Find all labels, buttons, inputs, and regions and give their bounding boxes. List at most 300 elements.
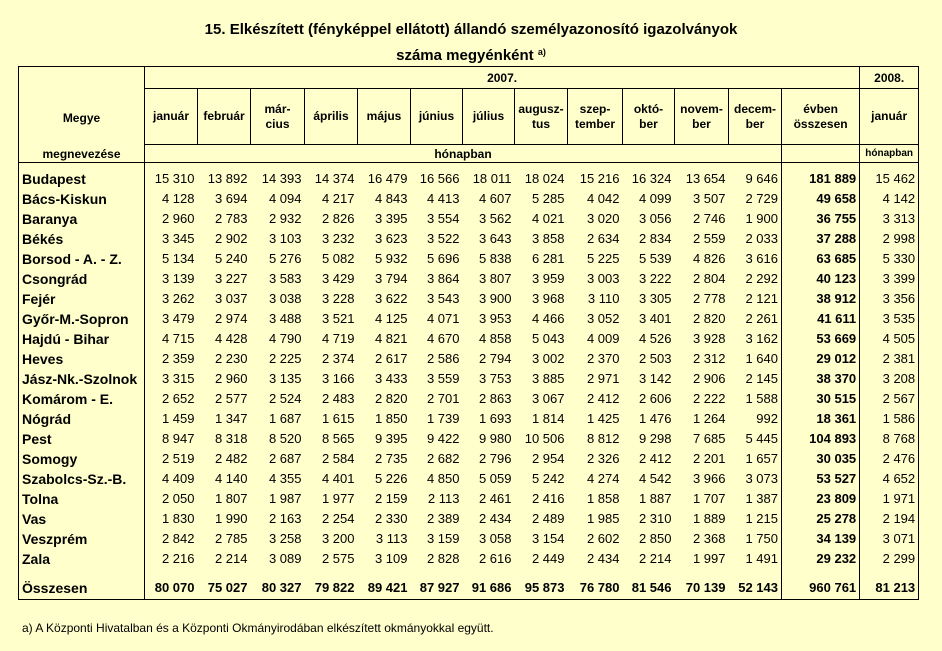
month-value: 5 134 — [161, 251, 195, 266]
jan-2008-value: 3 535 — [860, 309, 919, 329]
month-value: 1 887 — [638, 491, 672, 506]
month-value: 2 326 — [586, 451, 620, 466]
county-name: Csongrád — [19, 269, 145, 289]
jan-2008-value: 2 299 — [860, 549, 919, 569]
month-value: 2 960 — [161, 211, 195, 226]
table-row — [19, 329, 919, 349]
month-value: 3 038 — [268, 291, 302, 306]
table-title — [0, 18, 942, 67]
month-value: 1 425 — [586, 411, 620, 426]
month-value: 3 002 — [531, 351, 565, 366]
table-row — [19, 209, 919, 229]
month-value: 4 790 — [268, 331, 302, 346]
spacer-cell — [19, 569, 145, 577]
month-value: 3 135 — [268, 371, 302, 386]
month-value: 80 327 — [251, 577, 305, 600]
county-name: Heves — [19, 349, 145, 369]
header-evben-osszesen — [782, 89, 860, 145]
month-value: 1 739 — [426, 411, 460, 426]
month-value: 2 050 — [161, 491, 195, 506]
header-month-line: január — [152, 109, 189, 123]
month-value: 9 646 — [729, 169, 782, 189]
month-value: 2 834 — [638, 231, 672, 246]
month-value: 2 524 — [268, 391, 302, 406]
month-value: 1 807 — [214, 491, 248, 506]
month-value: 52 143 — [729, 577, 782, 600]
month-value: 5 240 — [214, 251, 248, 266]
month-value: 1 387 — [729, 489, 782, 509]
month-value: 13 892 — [207, 171, 248, 186]
year-total-value: 53 527 — [782, 469, 860, 489]
month-value: 3 110 — [587, 291, 620, 306]
spacer-cell — [515, 569, 568, 577]
month-value: 3 562 — [478, 211, 512, 226]
month-value: 2 292 — [729, 269, 782, 289]
month-value: 3 794 — [374, 271, 408, 286]
year-total-value: 63 685 — [782, 249, 860, 269]
month-value: 89 421 — [358, 577, 411, 600]
month-value: 4 821 — [374, 331, 408, 346]
header-honapban: hónapban — [145, 145, 782, 163]
county-name: Összesen — [19, 577, 145, 600]
month-value: 3 103 — [268, 231, 302, 246]
month-value: 4 409 — [161, 471, 195, 486]
table-row — [19, 349, 919, 369]
month-value: 3 616 — [729, 249, 782, 269]
month-value: 4 526 — [638, 331, 672, 346]
month-value: 81 546 — [623, 577, 675, 600]
header-year-2007: 2007. — [145, 67, 860, 89]
month-value: 2 214 — [638, 551, 672, 566]
month-value: 1 693 — [478, 411, 512, 426]
month-value: 2 785 — [214, 531, 248, 546]
month-value: 2 434 — [586, 551, 620, 566]
month-value: 2 932 — [268, 211, 302, 226]
month-value: 2 434 — [478, 511, 512, 526]
month-value: 2 230 — [214, 351, 248, 366]
month-value: 5 932 — [374, 251, 408, 266]
header-month-line: szep- — [579, 101, 611, 116]
month-value: 1 640 — [729, 349, 782, 369]
year-total-value: 38 912 — [782, 289, 860, 309]
month-value: 3 968 — [531, 291, 565, 306]
month-value: 3 622 — [374, 291, 408, 306]
jan-2008-value: 3 071 — [860, 529, 919, 549]
spacer-row — [19, 569, 919, 577]
jan-2008-value: 4 142 — [860, 189, 919, 209]
year-total-value: 30 515 — [782, 389, 860, 409]
header-month — [675, 89, 729, 145]
month-value: 1 588 — [729, 389, 782, 409]
month-value: 2 575 — [321, 551, 355, 566]
month-value: 2 370 — [586, 351, 620, 366]
spacer-cell — [463, 569, 515, 577]
jan-2008-value: 1 971 — [860, 489, 919, 509]
table-row — [19, 229, 919, 249]
header-month-line: decem- — [733, 101, 777, 116]
month-value: 5 226 — [374, 471, 408, 486]
header-month-line: április — [313, 109, 349, 123]
month-value: 5 838 — [478, 251, 512, 266]
month-value: 4 009 — [586, 331, 620, 346]
month-value: 2 783 — [214, 211, 248, 226]
month-value: 10 506 — [524, 431, 565, 446]
header-month — [515, 89, 568, 145]
month-value: 2 312 — [692, 351, 726, 366]
month-value: 1 459 — [161, 411, 195, 426]
month-value: 1 850 — [374, 411, 408, 426]
county-name: Budapest — [19, 169, 145, 189]
month-value: 2 145 — [729, 369, 782, 389]
county-name: Pest — [19, 429, 145, 449]
month-value: 3 020 — [586, 211, 620, 226]
month-value: 3 507 — [692, 191, 726, 206]
year-total-value: 49 658 — [782, 189, 860, 209]
header-month — [729, 89, 782, 145]
month-value: 2 804 — [692, 271, 726, 286]
month-value: 2 729 — [729, 189, 782, 209]
county-name: Komárom - E. — [19, 389, 145, 409]
month-value: 3 479 — [161, 311, 195, 326]
month-value: 2 584 — [321, 451, 355, 466]
table-row — [19, 549, 919, 569]
month-value: 1 900 — [729, 209, 782, 229]
month-value: 16 324 — [631, 171, 672, 186]
header-jan-2008: január — [860, 89, 919, 145]
month-value: 3 162 — [729, 329, 782, 349]
month-value: 2 489 — [531, 511, 565, 526]
month-value: 3 488 — [268, 311, 302, 326]
month-value: 3 222 — [638, 271, 672, 286]
month-value: 3 900 — [478, 291, 512, 306]
month-value: 2 842 — [161, 531, 195, 546]
month-value: 16 566 — [419, 171, 460, 186]
month-value: 2 416 — [531, 491, 565, 506]
month-value: 1 657 — [729, 449, 782, 469]
spacer-cell — [145, 569, 198, 577]
month-value: 3 142 — [638, 371, 672, 386]
header-month-line: októ- — [633, 101, 664, 116]
county-name: Zala — [19, 549, 145, 569]
month-value: 7 685 — [692, 431, 726, 446]
header-evben-line: összesen — [793, 116, 848, 131]
month-value: 2 746 — [692, 211, 726, 226]
header-month-line: cius — [265, 116, 290, 131]
month-value: 5 276 — [268, 251, 302, 266]
spacer-cell — [198, 569, 251, 577]
jan-2008-value: 2 476 — [860, 449, 919, 469]
year-total-value: 38 370 — [782, 369, 860, 389]
month-value: 5 285 — [531, 191, 565, 206]
month-value: 4 843 — [374, 191, 408, 206]
month-value: 2 254 — [321, 511, 355, 526]
year-total-value: 53 669 — [782, 329, 860, 349]
header-month — [198, 89, 251, 145]
table-row — [19, 289, 919, 309]
month-value: 9 298 — [638, 431, 672, 446]
month-value: 4 428 — [214, 331, 248, 346]
header-month-line: augusz- — [518, 101, 564, 116]
header-month — [145, 89, 198, 145]
county-name: Borsod - A. - Z. — [19, 249, 145, 269]
spacer-cell — [675, 569, 729, 577]
month-value: 4 670 — [426, 331, 460, 346]
month-value: 3 694 — [214, 191, 248, 206]
county-name: Veszprém — [19, 529, 145, 549]
month-value: 5 445 — [729, 429, 782, 449]
jan-2008-value: 2 998 — [860, 229, 919, 249]
month-value: 3 345 — [161, 231, 195, 246]
month-value: 1 687 — [268, 411, 302, 426]
title-line-2-text: száma megyénként — [396, 47, 534, 64]
month-value: 3 305 — [638, 291, 672, 306]
month-value: 1 347 — [214, 411, 248, 426]
month-value: 3 154 — [531, 531, 565, 546]
month-value: 2 461 — [478, 491, 512, 506]
month-value: 2 216 — [161, 551, 195, 566]
header-month-line: ber — [745, 116, 765, 131]
month-value: 2 359 — [161, 351, 195, 366]
jan-2008-value: 3 399 — [860, 269, 919, 289]
month-value: 4 071 — [426, 311, 460, 326]
header-month — [463, 89, 515, 145]
spacer-cell — [568, 569, 623, 577]
month-value: 3 003 — [586, 271, 620, 286]
month-value: 2 586 — [426, 351, 460, 366]
month-value: 3 232 — [321, 231, 355, 246]
month-value: 1 707 — [692, 491, 726, 506]
month-value: 3 200 — [321, 531, 355, 546]
month-value: 3 056 — [638, 211, 672, 226]
month-value: 4 858 — [478, 331, 512, 346]
header-month-line: május — [366, 109, 402, 123]
month-value: 2 634 — [586, 231, 620, 246]
month-value: 2 201 — [692, 451, 726, 466]
month-value: 2 483 — [321, 391, 355, 406]
jan-2008-value: 4 505 — [860, 329, 919, 349]
month-value: 4 466 — [531, 311, 565, 326]
month-value: 3 262 — [161, 291, 195, 306]
month-value: 3 966 — [692, 471, 726, 486]
county-name: Szabolcs-Sz.-B. — [19, 469, 145, 489]
month-value: 16 479 — [367, 171, 408, 186]
month-value: 3 858 — [531, 231, 565, 246]
county-name: Győr-M.-Sopron — [19, 309, 145, 329]
county-name: Nógrád — [19, 409, 145, 429]
table-row — [19, 529, 919, 549]
year-total-value: 41 611 — [782, 309, 860, 329]
month-value: 4 607 — [478, 191, 512, 206]
month-value: 79 822 — [305, 577, 358, 600]
month-value: 9 422 — [426, 431, 460, 446]
year-total-value: 25 278 — [782, 509, 860, 529]
spacer-cell — [305, 569, 358, 577]
spacer-cell — [623, 569, 675, 577]
month-value: 8 520 — [268, 431, 302, 446]
month-value: 70 139 — [675, 577, 729, 600]
month-value: 4 140 — [214, 471, 248, 486]
table-row — [19, 409, 919, 429]
jan-2008-value: 2 194 — [860, 509, 919, 529]
spacer-cell — [358, 569, 411, 577]
month-value: 2 796 — [478, 451, 512, 466]
jan-2008-value: 1 586 — [860, 409, 919, 429]
month-value: 2 159 — [374, 491, 408, 506]
month-value: 3 521 — [321, 311, 355, 326]
month-value: 14 374 — [314, 171, 355, 186]
month-value: 2 412 — [586, 391, 620, 406]
month-value: 91 686 — [463, 577, 515, 600]
jan-2008-value: 4 652 — [860, 469, 919, 489]
month-value: 1 830 — [161, 511, 195, 526]
month-value: 2 954 — [531, 451, 565, 466]
month-value: 2 368 — [692, 531, 726, 546]
month-value: 1 750 — [729, 529, 782, 549]
month-value: 2 617 — [374, 351, 408, 366]
county-name: Somogy — [19, 449, 145, 469]
jan-2008-value: 81 213 — [860, 577, 919, 600]
month-value: 2 482 — [214, 451, 248, 466]
month-value: 2 519 — [161, 451, 195, 466]
month-value: 3 113 — [375, 531, 408, 546]
spacer-cell — [782, 569, 860, 577]
month-value: 2 616 — [478, 551, 512, 566]
month-value: 3 109 — [374, 551, 408, 566]
header-evben-line: évben — [803, 101, 838, 116]
month-value: 1 264 — [692, 411, 726, 426]
month-value: 5 242 — [531, 471, 565, 486]
month-value: 3 037 — [214, 291, 248, 306]
month-value: 2 906 — [692, 371, 726, 386]
month-value: 2 121 — [729, 289, 782, 309]
month-value: 13 654 — [685, 171, 726, 186]
header-month — [305, 89, 358, 145]
table-row — [19, 489, 919, 509]
month-value: 3 067 — [531, 391, 565, 406]
month-value: 1 990 — [214, 511, 248, 526]
month-value: 15 310 — [154, 171, 195, 186]
month-value: 992 — [729, 409, 782, 429]
county-name: Békés — [19, 229, 145, 249]
header-blank-cell — [782, 145, 860, 163]
table-row — [19, 509, 919, 529]
jan-2008-value: 3 208 — [860, 369, 919, 389]
header-month-line: tus — [532, 116, 550, 131]
header-month — [251, 89, 305, 145]
month-value: 3 395 — [374, 211, 408, 226]
table-row — [19, 189, 919, 209]
month-value: 9 980 — [478, 431, 512, 446]
month-value: 4 099 — [638, 191, 672, 206]
month-value: 1 987 — [268, 491, 302, 506]
month-value: 1 491 — [729, 549, 782, 569]
table-row — [19, 309, 919, 329]
month-value: 5 059 — [478, 471, 512, 486]
year-total-value: 37 288 — [782, 229, 860, 249]
month-value: 2 902 — [214, 231, 248, 246]
jan-2008-value: 15 462 — [860, 169, 919, 189]
month-value: 8 812 — [586, 431, 620, 446]
header-month-line: ber — [692, 116, 711, 131]
data-table — [18, 66, 919, 600]
month-value: 2 682 — [426, 451, 460, 466]
month-value: 2 225 — [268, 351, 302, 366]
month-value: 2 214 — [214, 551, 248, 566]
month-value: 3 052 — [586, 311, 620, 326]
month-value: 2 602 — [586, 531, 620, 546]
month-value: 87 927 — [411, 577, 463, 600]
year-total-value: 36 755 — [782, 209, 860, 229]
month-value: 3 258 — [268, 531, 302, 546]
table-row — [19, 429, 919, 449]
month-value: 4 542 — [638, 471, 672, 486]
table-row — [19, 449, 919, 469]
month-value: 3 228 — [321, 291, 355, 306]
year-total-value: 29 012 — [782, 349, 860, 369]
spacer-cell — [729, 569, 782, 577]
month-value: 3 401 — [638, 311, 672, 326]
month-value: 2 389 — [426, 511, 460, 526]
month-value: 2 828 — [426, 551, 460, 566]
month-value: 3 583 — [268, 271, 302, 286]
month-value: 3 522 — [426, 231, 460, 246]
month-value: 3 623 — [374, 231, 408, 246]
month-value: 1 889 — [692, 511, 726, 526]
month-value: 3 864 — [426, 271, 460, 286]
month-value: 3 643 — [478, 231, 512, 246]
month-value: 9 395 — [374, 431, 408, 446]
month-value: 3 753 — [478, 371, 512, 386]
year-total-value: 40 123 — [782, 269, 860, 289]
month-value: 4 826 — [692, 251, 726, 266]
year-total-value: 181 889 — [782, 169, 860, 189]
month-value: 1 977 — [321, 491, 355, 506]
month-value: 2 971 — [586, 371, 620, 386]
month-value: 2 163 — [268, 511, 302, 526]
jan-2008-value: 2 381 — [860, 349, 919, 369]
month-value: 76 780 — [568, 577, 623, 600]
month-value: 4 715 — [161, 331, 195, 346]
month-value: 1 476 — [638, 411, 672, 426]
month-value: 4 021 — [531, 211, 565, 226]
header-month-line: tember — [574, 116, 615, 131]
month-value: 3 159 — [426, 531, 460, 546]
month-value: 95 873 — [515, 577, 568, 600]
header-megye — [19, 67, 145, 163]
month-value: 2 261 — [729, 309, 782, 329]
header-honapban-2008: hónapban — [860, 145, 919, 163]
month-value: 5 696 — [426, 251, 460, 266]
month-value: 3 928 — [692, 331, 726, 346]
header-month-line: február — [203, 109, 245, 123]
month-value: 3 139 — [161, 271, 195, 286]
month-value: 5 082 — [321, 251, 355, 266]
month-value: 5 043 — [531, 331, 565, 346]
month-value: 3 166 — [321, 371, 355, 386]
month-value: 2 794 — [478, 351, 512, 366]
month-value: 3 227 — [214, 271, 248, 286]
month-value: 3 559 — [426, 371, 460, 386]
month-value: 3 433 — [374, 371, 408, 386]
month-value: 6 281 — [531, 251, 565, 266]
month-value: 3 807 — [478, 271, 512, 286]
table-row — [19, 269, 919, 289]
month-value: 3 058 — [478, 531, 512, 546]
month-value: 5 539 — [638, 251, 672, 266]
title-footnote-mark: a) — [537, 47, 546, 57]
county-name: Hajdú - Bihar — [19, 329, 145, 349]
year-total-value: 960 761 — [782, 577, 860, 600]
